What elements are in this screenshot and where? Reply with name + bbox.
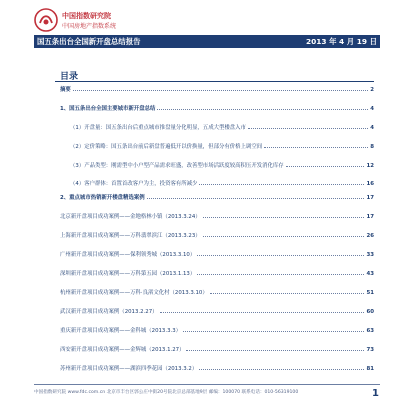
toc-entry[interactable] (60, 104, 374, 114)
toc-entry-page: 81 (366, 366, 374, 372)
toc-entry-title: （3）产品类型：刚需型中小户型产品需求旺盛，改善型市场活跃度较高积压开发消化库存 (70, 163, 284, 169)
toc-leader (210, 288, 365, 294)
toc-entry[interactable] (60, 250, 374, 260)
toc-entry[interactable] (60, 345, 374, 355)
toc-leader (183, 326, 364, 332)
toc-entry-page: 17 (366, 214, 374, 220)
toc-entry-page: 60 (366, 309, 374, 315)
toc-divider (55, 81, 374, 82)
toc-leader (73, 85, 368, 91)
toc-leader (160, 307, 365, 313)
toc-entry-title: 摘要 (60, 87, 71, 93)
toc-entry-title: 杭州新开盘项目成功案例——万科·良渚文化村（2013.3.10） (60, 290, 208, 296)
toc-entry-page: 4 (370, 106, 374, 112)
logo-name-line2: 中国房地产指数系统 (62, 23, 117, 30)
toc-entry-page: 4 (370, 125, 374, 131)
toc-entry-page: 12 (366, 163, 374, 169)
toc-leader (203, 231, 365, 237)
logo-emblem-icon (34, 8, 58, 32)
toc-entry-title: 深圳新开盘项目成功案例——万科第五园（2013.1.13） (60, 271, 196, 277)
report-title: 国五条出台全国新开盘总结报告 (37, 37, 141, 46)
company-logo (34, 6, 124, 36)
toc-entry-title: 广州新开盘项目成功案例——保利领秀城（2013.3.10） (60, 252, 196, 258)
toc-entry-page: 16 (366, 181, 374, 187)
toc-entry[interactable] (60, 307, 374, 317)
report-date: 2013 年 4 月 19 日 (305, 37, 377, 46)
toc-entry-title: 北京新开盘项目成功案例——金地格林小镇（2013.3.24） (60, 214, 201, 220)
report-title-bar (34, 35, 380, 48)
toc-leader (248, 123, 368, 129)
toc-entry-page: 33 (366, 252, 374, 258)
toc-entry[interactable] (60, 269, 374, 279)
toc-entry[interactable] (60, 364, 374, 374)
toc-entry-title: 上海新开盘项目成功案例——万科翡翠滨江（2013.3.23） (60, 233, 201, 239)
toc-entry-page: 63 (366, 328, 374, 334)
toc-entry-title: 苏州新开盘项目成功案例——湖滨四季花园（2013.3.2） (60, 366, 198, 372)
toc-leader (197, 250, 364, 256)
toc-leader (203, 212, 365, 218)
footer-contact: 中国指数研究院 www.fdc.com.cn 北京市丰台区郭公庄中街20号院北京总部基地9层 邮编：100070 联系电话：010-56319100 (34, 390, 299, 395)
toc-entry[interactable] (70, 161, 374, 171)
toc-leader (199, 364, 364, 370)
toc-leader (186, 345, 364, 351)
toc-heading: 目录 (60, 72, 79, 82)
toc-entry-title: 武汉新开盘项目成功案例（2013.2.27） (60, 309, 158, 315)
toc-entry[interactable] (70, 123, 374, 133)
toc-entry-title: 西安新开盘项目成功案例——金辉城（2013.1.27） (60, 347, 185, 353)
toc-leader (264, 142, 368, 148)
toc-entry-title: 2、重点城市热销新开楼盘精选案例 (60, 195, 145, 201)
toc-entry-title: （1）开盘量：国五条出台后重点城市推盘量分化明显，五成大型楼盘入市 (70, 125, 246, 131)
toc-entry-page: 73 (366, 347, 374, 353)
toc-entry-page: 51 (366, 290, 374, 296)
toc-leader (157, 104, 368, 110)
toc-entry-title: （2）定价策略：国五条出台前后新盘普遍低开以价换量，但部分有价格上调空间 (70, 144, 263, 150)
toc-entry-title: 重庆新开盘项目成功案例——金科城（2013.3.3） (60, 328, 182, 334)
toc-leader (147, 193, 365, 199)
toc-leader (199, 179, 364, 185)
toc-entry-page: 2 (370, 87, 374, 93)
toc-leader (286, 161, 365, 167)
toc-entry[interactable] (60, 326, 374, 336)
footer-divider (34, 384, 380, 385)
toc-entry-title: 1、国五条出台全国主要城市新开盘总结 (60, 106, 156, 112)
toc-entry-page: 43 (366, 271, 374, 277)
logo-name-line1: 中国指数研究院 (62, 12, 111, 20)
toc-entry[interactable] (70, 142, 374, 152)
toc-entry[interactable] (60, 231, 374, 241)
toc-entry[interactable] (60, 288, 374, 298)
toc-entry-page: 26 (366, 233, 374, 239)
toc-entry-page: 17 (366, 195, 374, 201)
toc-entry[interactable] (60, 212, 374, 222)
toc-entry-page: 8 (370, 144, 374, 150)
toc-entry[interactable] (70, 179, 374, 189)
toc-entry[interactable] (60, 85, 374, 95)
page-number: 1 (372, 388, 379, 399)
toc-entry[interactable] (60, 193, 374, 203)
toc-entry-title: （4）客户群体：首置首改客户为主，投资客有所减少 (70, 181, 198, 187)
toc-leader (197, 269, 364, 275)
